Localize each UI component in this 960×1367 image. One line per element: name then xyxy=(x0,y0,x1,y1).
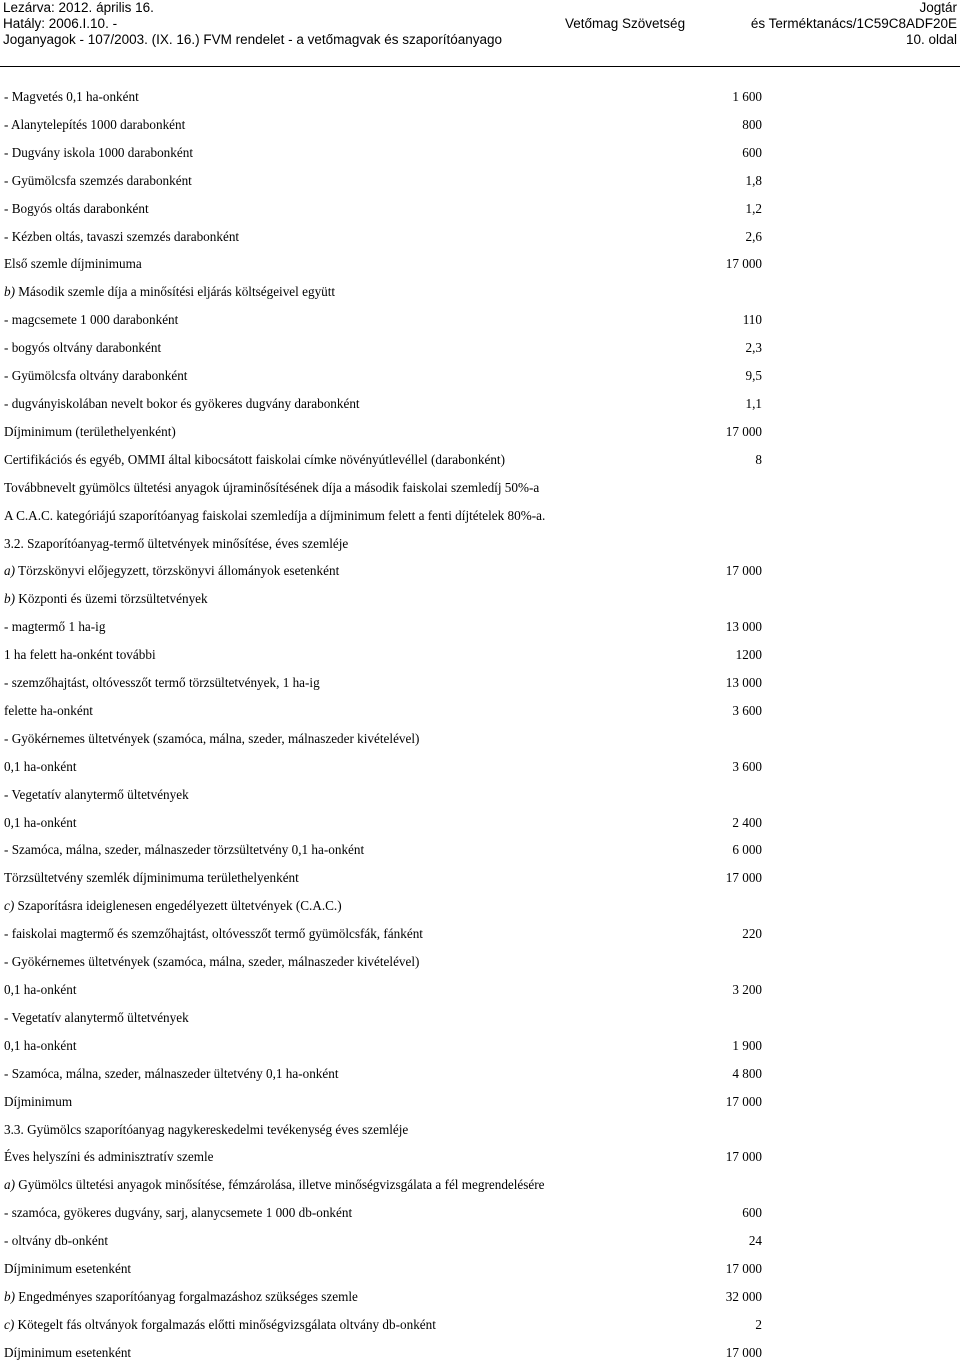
row-prefix: c) xyxy=(4,898,15,914)
table-row xyxy=(0,864,960,892)
table-row xyxy=(0,390,960,418)
row-label-text: Szaporításra ideiglenesen engedélyezett ültetvények (C.A.C.) xyxy=(14,898,342,914)
row-prefix: b) xyxy=(4,284,15,300)
row-label: 3.3. Gyümölcs szaporítóanyag nagykereskedelmi tevékenység éves szemléje xyxy=(4,1121,409,1137)
table-row xyxy=(0,83,960,111)
table-row xyxy=(0,1004,960,1032)
table-row xyxy=(0,278,960,306)
row-label xyxy=(4,1289,358,1305)
row-value: 17 000 xyxy=(725,870,762,886)
header-organization: Vetőmag Szövetség xyxy=(565,16,686,31)
table-row xyxy=(0,781,960,809)
row-label: felette ha-onként xyxy=(4,702,93,718)
row-label: - Gyökérnemes ültetvények (szamóca, málna, szeder, málnaszeder kivételével) xyxy=(4,954,420,970)
table-row xyxy=(0,948,960,976)
table-row xyxy=(0,167,960,195)
row-value: 1 600 xyxy=(732,89,762,104)
table-row xyxy=(0,697,960,725)
row-value: 110 xyxy=(742,312,762,328)
row-label: - Bogyós oltás darabonként xyxy=(4,200,149,216)
row-value: 2 400 xyxy=(732,814,762,830)
row-prefix: a) xyxy=(4,1177,15,1193)
table-row xyxy=(0,669,960,697)
row-label xyxy=(4,1317,436,1333)
table-row xyxy=(0,334,960,362)
table-row xyxy=(0,836,960,864)
row-value: 6 000 xyxy=(732,842,762,858)
table-row xyxy=(0,418,960,446)
row-label xyxy=(4,563,339,579)
row-value: 17 000 xyxy=(725,1093,762,1109)
table-row xyxy=(0,362,960,390)
row-value: 17 000 xyxy=(725,563,762,579)
row-value: 1,8 xyxy=(745,172,762,188)
row-value: 1200 xyxy=(735,647,762,663)
row-label: Díjminimum esetenként xyxy=(4,1261,132,1277)
row-prefix: b) xyxy=(4,1288,15,1304)
row-value: 3 200 xyxy=(732,982,762,997)
row-label-text: Engedményes szaporítóanyag forgalmazáshoz szükséges szemle xyxy=(15,1288,358,1304)
row-label: - magcsemete 1 000 darabonként xyxy=(4,312,179,328)
row-value: 24 xyxy=(748,1233,762,1249)
row-value: 13 000 xyxy=(725,675,762,691)
row-value: 2,6 xyxy=(745,228,762,244)
row-value: 220 xyxy=(742,926,762,942)
row-label: - Alanytelepítés 1000 darabonként xyxy=(4,116,186,132)
row-label: - szemzőhajtást, oltóvesszőt termő törzsültetvények, 1 ha-ig xyxy=(4,675,320,691)
row-label: - faiskolai magtermő és szemzőhajtást, oltóvesszőt termő gyümölcsfák, fánként xyxy=(4,926,423,942)
row-label: 0,1 ha-onként xyxy=(4,982,77,997)
row-label xyxy=(4,591,208,607)
row-value: 9,5 xyxy=(745,368,762,384)
table-row xyxy=(0,613,960,641)
row-label: - Gyümölcsfa oltvány darabonként xyxy=(4,368,188,384)
row-label: Díjminimum esetenként xyxy=(4,1344,132,1360)
row-label: - dugványiskolában nevelt bokor és gyökeres dugvány darabonként xyxy=(4,395,360,411)
row-value: 2,3 xyxy=(745,340,762,356)
row-label: - Szamóca, málna, szeder, málnaszeder ültetvény 0,1 ha-onként xyxy=(4,1065,339,1081)
table-row xyxy=(0,1283,960,1311)
row-label: - Vegetatív alanytermő ültetvények xyxy=(4,786,189,802)
row-value: 4 800 xyxy=(732,1065,762,1081)
row-label: Éves helyszíni és adminisztratív szemle xyxy=(4,1149,214,1165)
row-label: - Kézben oltás, tavaszi szemzés darabonként xyxy=(4,228,240,244)
table-row xyxy=(0,1088,960,1116)
row-label: 1 ha felett ha-onként további xyxy=(4,647,156,663)
row-label: - Gyümölcsfa szemzés darabonként xyxy=(4,172,192,188)
row-value: 3 600 xyxy=(732,758,762,774)
row-label: - magtermő 1 ha-ig xyxy=(4,619,106,635)
row-label xyxy=(4,1177,545,1193)
table-row xyxy=(0,920,960,948)
header-page-number: 10. oldal xyxy=(905,32,957,47)
table-row xyxy=(0,809,960,837)
row-value: 600 xyxy=(742,1205,762,1221)
row-label-text: Második szemle díja a minősítési eljárás költségeivel együtt xyxy=(15,284,336,300)
row-label xyxy=(4,898,342,914)
table-row xyxy=(0,1227,960,1255)
table-row xyxy=(0,1339,960,1367)
row-label-text: Központi és üzemi törzsültetvények xyxy=(15,591,208,607)
row-label: - szamóca, gyökeres dugvány, sarj, alanycsemete 1 000 db-onként xyxy=(4,1205,353,1221)
table-row xyxy=(0,111,960,139)
row-value: 2 xyxy=(755,1316,762,1332)
table-row xyxy=(0,1199,960,1227)
table-row xyxy=(0,1171,960,1199)
row-label: A C.A.C. kategóriájú szaporítóanyag faiskolai szemledíja a díjminimum felett a fenti díjtételek 80%-a. xyxy=(4,507,546,523)
table-row xyxy=(0,641,960,669)
row-label: Törzsültetvény szemlék díjminimuma területhelyenként xyxy=(4,870,299,886)
table-row xyxy=(0,502,960,530)
row-prefix: b) xyxy=(4,591,15,607)
table-row xyxy=(0,306,960,334)
row-value: 32 000 xyxy=(725,1288,762,1304)
table-row xyxy=(0,530,960,558)
row-label-text: Gyümölcs ültetési anyagok minősítése, fémzárolása, illetve minőségvizsgálata a fél megrendelésére xyxy=(15,1177,545,1193)
row-prefix: a) xyxy=(4,563,15,579)
table-row xyxy=(0,250,960,278)
row-label: 0,1 ha-onként xyxy=(4,758,77,774)
table-row xyxy=(0,753,960,781)
row-label: 0,1 ha-onként xyxy=(4,814,77,830)
row-label: Díjminimum (területhelyenként) xyxy=(4,423,176,439)
table-row xyxy=(0,976,960,1004)
header-divider xyxy=(0,66,960,67)
table-row xyxy=(0,1311,960,1339)
table-row xyxy=(0,474,960,502)
row-label: Certifikációs és egyéb, OMMI által kibocsátott faiskolai címke növényútlevéllel (darabonként) xyxy=(4,451,505,467)
table-row xyxy=(0,892,960,920)
table-row xyxy=(0,557,960,585)
row-label: - Magvetés 0,1 ha-onként xyxy=(4,89,139,104)
header-brand: Jogtár xyxy=(919,0,957,15)
row-value: 1,1 xyxy=(745,395,762,411)
table-row xyxy=(0,446,960,474)
table-row xyxy=(0,195,960,223)
table-row xyxy=(0,1116,960,1144)
table-row xyxy=(0,223,960,251)
row-prefix: c) xyxy=(4,1316,15,1332)
row-label: - Vegetatív alanytermő ültetvények xyxy=(4,1009,189,1025)
row-value: 600 xyxy=(742,144,762,160)
row-label: Továbbnevelt gyümölcs ültetési anyagok újraminősítésének díja a második faiskolai szemledíj 50%-a xyxy=(4,479,540,495)
row-label: Díjminimum xyxy=(4,1093,73,1109)
row-label: - oltvány db-onként xyxy=(4,1233,109,1249)
table-row xyxy=(0,139,960,167)
row-label: 0,1 ha-onként xyxy=(4,1037,77,1053)
row-value: 1 900 xyxy=(732,1037,762,1053)
table-row xyxy=(0,1060,960,1088)
row-value: 17 000 xyxy=(725,256,762,272)
row-label: - bogyós oltvány darabonként xyxy=(4,340,162,356)
row-value: 800 xyxy=(742,116,762,132)
row-value: 3 600 xyxy=(732,702,762,718)
row-label-text: Kötegelt fás oltványok forgalmazás előtti minőségvizsgálata oltvány db-onként xyxy=(14,1316,436,1332)
row-value: 13 000 xyxy=(725,619,762,635)
table-row xyxy=(0,1255,960,1283)
fee-table xyxy=(0,83,960,1367)
table-row xyxy=(0,725,960,753)
row-label: - Szamóca, málna, szeder, málnaszeder törzsültetvény 0,1 ha-onként xyxy=(4,842,365,858)
row-label: - Dugvány iskola 1000 darabonként xyxy=(4,144,193,160)
row-label xyxy=(4,284,335,300)
header-effective-date: Hatály: 2006.I.10. - xyxy=(3,16,118,31)
row-value: 17 000 xyxy=(725,1149,762,1165)
row-value: 17 000 xyxy=(725,1261,762,1277)
row-label-text: Törzskönyvi előjegyzett, törzskönyvi állományok esetenként xyxy=(15,563,340,579)
table-row xyxy=(0,585,960,613)
table-row xyxy=(0,1032,960,1060)
row-label: Első szemle díjminimuma xyxy=(4,256,142,272)
header-closed-date: Lezárva: 2012. április 16. xyxy=(3,0,154,15)
row-value: 8 xyxy=(755,451,762,467)
row-value: 17 000 xyxy=(725,423,762,439)
row-label: 3.2. Szaporítóanyag-termő ültetvények minősítése, éves szemléje xyxy=(4,535,349,551)
row-value: 17 000 xyxy=(725,1344,762,1360)
header-document-title: Joganyagok - 107/2003. (IX. 16.) FVM rendelet - a vetőmagvak és szaporítóanyago xyxy=(3,32,503,47)
page-header xyxy=(0,0,960,52)
row-value: 1,2 xyxy=(745,200,762,216)
table-row xyxy=(0,1143,960,1171)
header-doc-id: és Terméktanács/1C59C8ADF20E xyxy=(750,16,957,31)
row-label: - Gyökérnemes ültetvények (szamóca, málna, szeder, málnaszeder kivételével) xyxy=(4,730,420,746)
